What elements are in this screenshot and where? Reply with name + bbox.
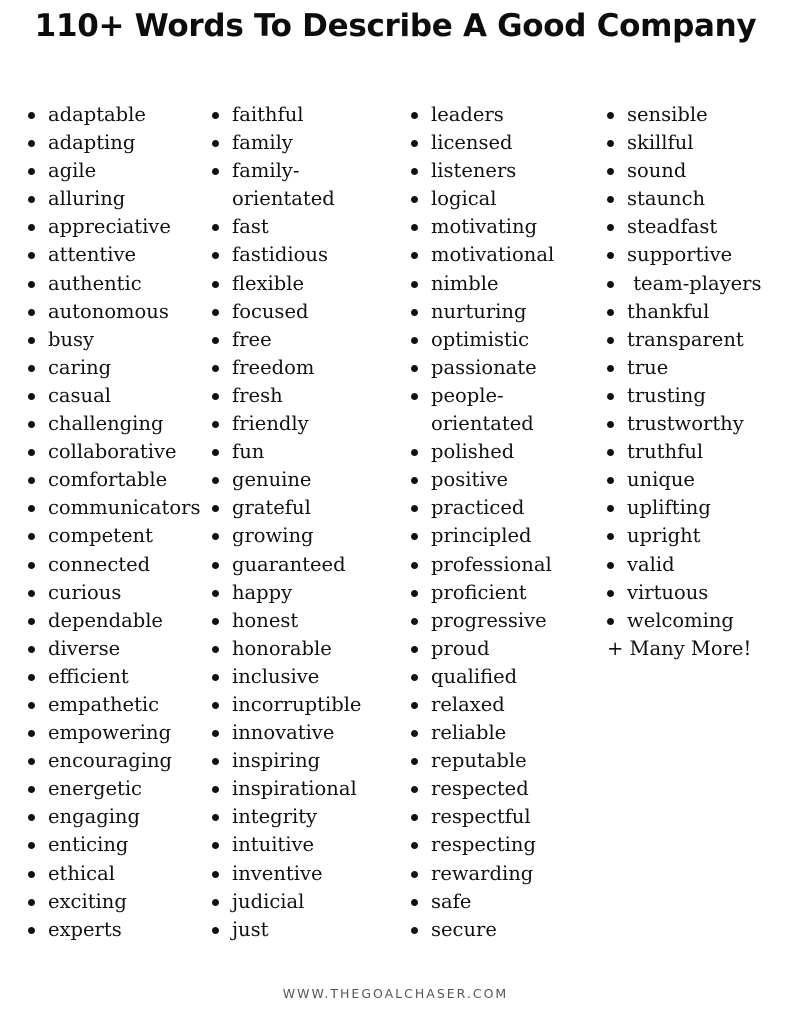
- word-list-item: family: [232, 129, 361, 157]
- word-list-item: respecting: [431, 831, 554, 859]
- word-list-item: energetic: [48, 775, 200, 803]
- word-list-item: unique: [627, 466, 762, 494]
- word-list-item: autonomous: [48, 298, 200, 326]
- word-list-item: challenging: [48, 410, 200, 438]
- word-list-item: leaders: [431, 101, 554, 129]
- word-column-4: [607, 101, 762, 663]
- word-list-item: empowering: [48, 719, 200, 747]
- word-list-item: diverse: [48, 635, 200, 663]
- word-list-item: engaging: [48, 803, 200, 831]
- word-list-item: people- orientated: [431, 382, 554, 438]
- footer-url: WWW.THEGOALCHASER.COM: [282, 986, 509, 1001]
- word-list-item: flexible: [232, 270, 361, 298]
- word-list-item: truthful: [627, 438, 762, 466]
- word-list-item: nurturing: [431, 298, 554, 326]
- word-list-item: progressive: [431, 607, 554, 635]
- word-list-item: caring: [48, 354, 200, 382]
- word-list-item: agile: [48, 157, 200, 185]
- word-list-item: inventive: [232, 860, 361, 888]
- word-list-item: sound: [627, 157, 762, 185]
- word-list-item: happy: [232, 579, 361, 607]
- word-list-item: collaborative: [48, 438, 200, 466]
- word-list-item: adaptable: [48, 101, 200, 129]
- word-list-item: positive: [431, 466, 554, 494]
- word-list-item: team-players: [627, 270, 762, 298]
- word-list-item: casual: [48, 382, 200, 410]
- word-list-item: reliable: [431, 719, 554, 747]
- word-list-item: honest: [232, 607, 361, 635]
- word-list-item: inspiring: [232, 747, 361, 775]
- word-list-item: friendly: [232, 410, 361, 438]
- word-list-item: curious: [48, 579, 200, 607]
- word-list-item: transparent: [627, 326, 762, 354]
- word-list-item: licensed: [431, 129, 554, 157]
- page-title: 110+ Words To Describe A Good Company: [34, 8, 757, 44]
- word-list-item: judicial: [232, 888, 361, 916]
- word-list-item: principled: [431, 522, 554, 550]
- word-list-item: professional: [431, 551, 554, 579]
- word-list-item: proficient: [431, 579, 554, 607]
- word-list-item: rewarding: [431, 860, 554, 888]
- word-list-item: integrity: [232, 803, 361, 831]
- word-list-item: logical: [431, 185, 554, 213]
- word-list-item: exciting: [48, 888, 200, 916]
- word-list-item: appreciative: [48, 213, 200, 241]
- word-list-item: busy: [48, 326, 200, 354]
- word-list-item: respectful: [431, 803, 554, 831]
- word-list-item: guaranteed: [232, 551, 361, 579]
- word-list-item: welcoming: [627, 607, 762, 635]
- word-list-item: trusting: [627, 382, 762, 410]
- word-list-item: inclusive: [232, 663, 361, 691]
- word-list-item: growing: [232, 522, 361, 550]
- word-column-2: [232, 101, 361, 944]
- word-list-item: reputable: [431, 747, 554, 775]
- word-list-item: honorable: [232, 635, 361, 663]
- word-list-item: virtuous: [627, 579, 762, 607]
- word-list-item: comfortable: [48, 466, 200, 494]
- word-list-item: fastidious: [232, 241, 361, 269]
- word-list-item: secure: [431, 916, 554, 944]
- word-list-item: encouraging: [48, 747, 200, 775]
- word-list-item: relaxed: [431, 691, 554, 719]
- word-columns: [0, 101, 791, 961]
- word-list-item: valid: [627, 551, 762, 579]
- word-list-item: skillful: [627, 129, 762, 157]
- word-list-item: fast: [232, 213, 361, 241]
- word-list-item: family- orientated: [232, 157, 361, 213]
- word-list-item: thankful: [627, 298, 762, 326]
- word-list-item: polished: [431, 438, 554, 466]
- word-list-item: faithful: [232, 101, 361, 129]
- word-list-item: upright: [627, 522, 762, 550]
- word-list-item: connected: [48, 551, 200, 579]
- word-list-item: steadfast: [627, 213, 762, 241]
- word-list-item: communicators: [48, 494, 200, 522]
- word-list-item: trustworthy: [627, 410, 762, 438]
- word-list-item: innovative: [232, 719, 361, 747]
- word-list-item: enticing: [48, 831, 200, 859]
- word-list-item: proud: [431, 635, 554, 663]
- word-list-item: respected: [431, 775, 554, 803]
- many-more-note: + Many More!: [607, 636, 752, 660]
- word-list-item: optimistic: [431, 326, 554, 354]
- word-list-item: sensible: [627, 101, 762, 129]
- word-column-3: [431, 101, 554, 944]
- word-list-item: intuitive: [232, 831, 361, 859]
- word-list-item: just: [232, 916, 361, 944]
- word-list-item: attentive: [48, 241, 200, 269]
- word-list-item: free: [232, 326, 361, 354]
- word-list-item: staunch: [627, 185, 762, 213]
- word-list-item: ethical: [48, 860, 200, 888]
- word-list-item: genuine: [232, 466, 361, 494]
- word-list-item: passionate: [431, 354, 554, 382]
- word-list-item: motivating: [431, 213, 554, 241]
- word-list-item: qualified: [431, 663, 554, 691]
- word-list-item: authentic: [48, 270, 200, 298]
- word-list-item: dependable: [48, 607, 200, 635]
- word-list-item: fun: [232, 438, 361, 466]
- word-list-item: alluring: [48, 185, 200, 213]
- word-column-1: [48, 101, 200, 944]
- word-list-item: incorruptible: [232, 691, 361, 719]
- word-list-item: fresh: [232, 382, 361, 410]
- word-list-item: focused: [232, 298, 361, 326]
- word-list-item: adapting: [48, 129, 200, 157]
- word-list-item: competent: [48, 522, 200, 550]
- word-list-item: efficient: [48, 663, 200, 691]
- word-list-item: nimble: [431, 270, 554, 298]
- word-list-item: freedom: [232, 354, 361, 382]
- word-list-item: motivational: [431, 241, 554, 269]
- word-list-item: listeners: [431, 157, 554, 185]
- word-list-item: grateful: [232, 494, 361, 522]
- word-list-item: true: [627, 354, 762, 382]
- word-list-item: safe: [431, 888, 554, 916]
- word-list-item: uplifting: [627, 494, 762, 522]
- word-list-item: supportive: [627, 241, 762, 269]
- word-list-item: inspirational: [232, 775, 361, 803]
- word-list-item: practiced: [431, 494, 554, 522]
- word-list-item: empathetic: [48, 691, 200, 719]
- word-list-item: experts: [48, 916, 200, 944]
